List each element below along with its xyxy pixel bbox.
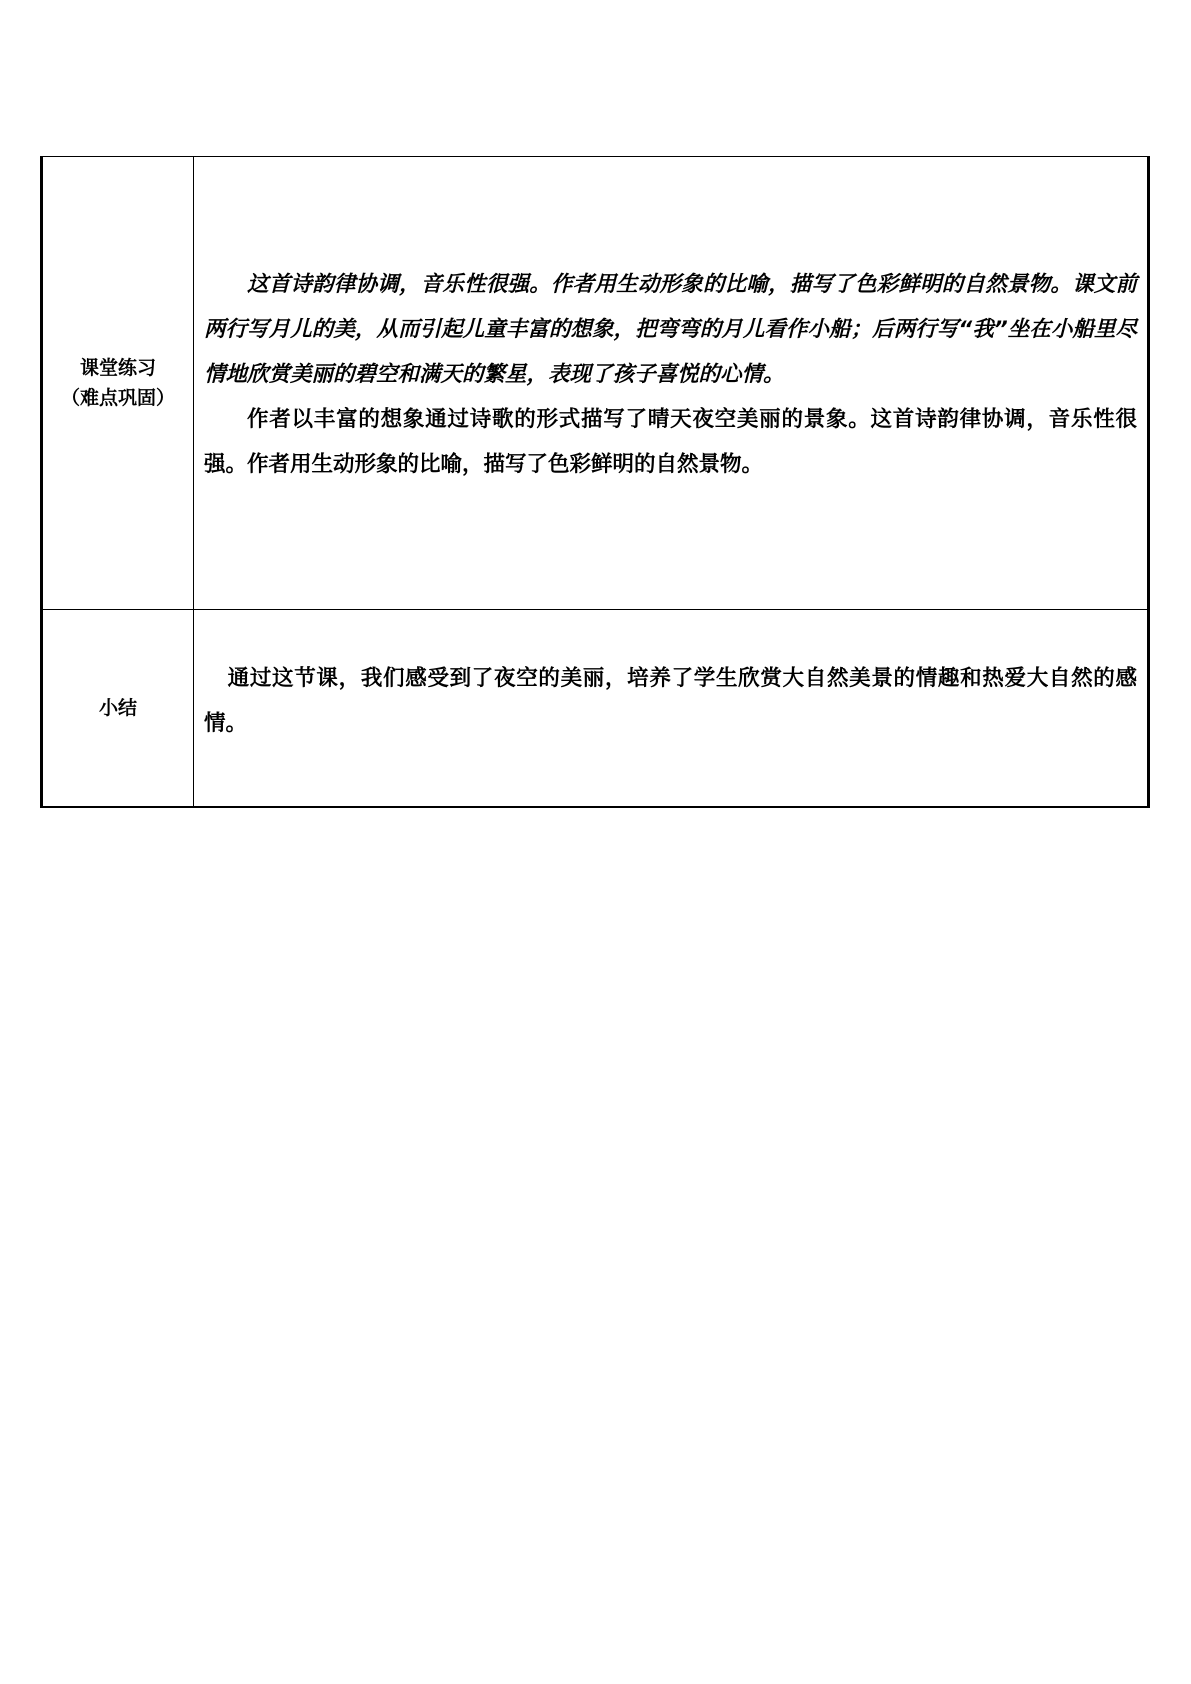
table-row-practice [42,157,1149,610]
practice-label: 课堂练习 [79,357,156,379]
practice-paragraph-2: 作者以丰富的想象通过诗歌的形式描写了晴天夜空美丽的景象。这首诗韵律协调，音乐性很强。作者用生动形象的比喻，描写了色彩鲜明的自然景物。 [204,406,1137,477]
summary-label-cell [42,610,194,808]
summary-content [204,656,1137,746]
summary-content-cell [194,610,1149,808]
summary-paragraph: 通过这节课，我们感受到了夜空的美丽，培养了学生欣赏大自然美景的情趣和热爱大自然的感情。 [204,666,1137,736]
practice-paragraph-1: 这首诗韵律协调，音乐性很强。作者用生动形象的比喻，描写了色彩鲜明的自然景物。课文前两行写月儿的美，从而引起儿童丰富的想象，把弯弯的月儿看作小船；后两行写“我”坐在小船里尽情地欣赏美丽的碧空和满天的繁星，表现了孩子喜悦的心情。 [204,271,1137,387]
summary-label: 小结 [98,697,137,719]
lesson-plan-table [40,156,1150,808]
practice-label-cell [42,157,194,610]
practice-content [204,262,1137,487]
table-row-summary [42,610,1149,808]
practice-sublabel: （难点巩固） [60,387,175,409]
practice-content-cell [194,157,1149,610]
